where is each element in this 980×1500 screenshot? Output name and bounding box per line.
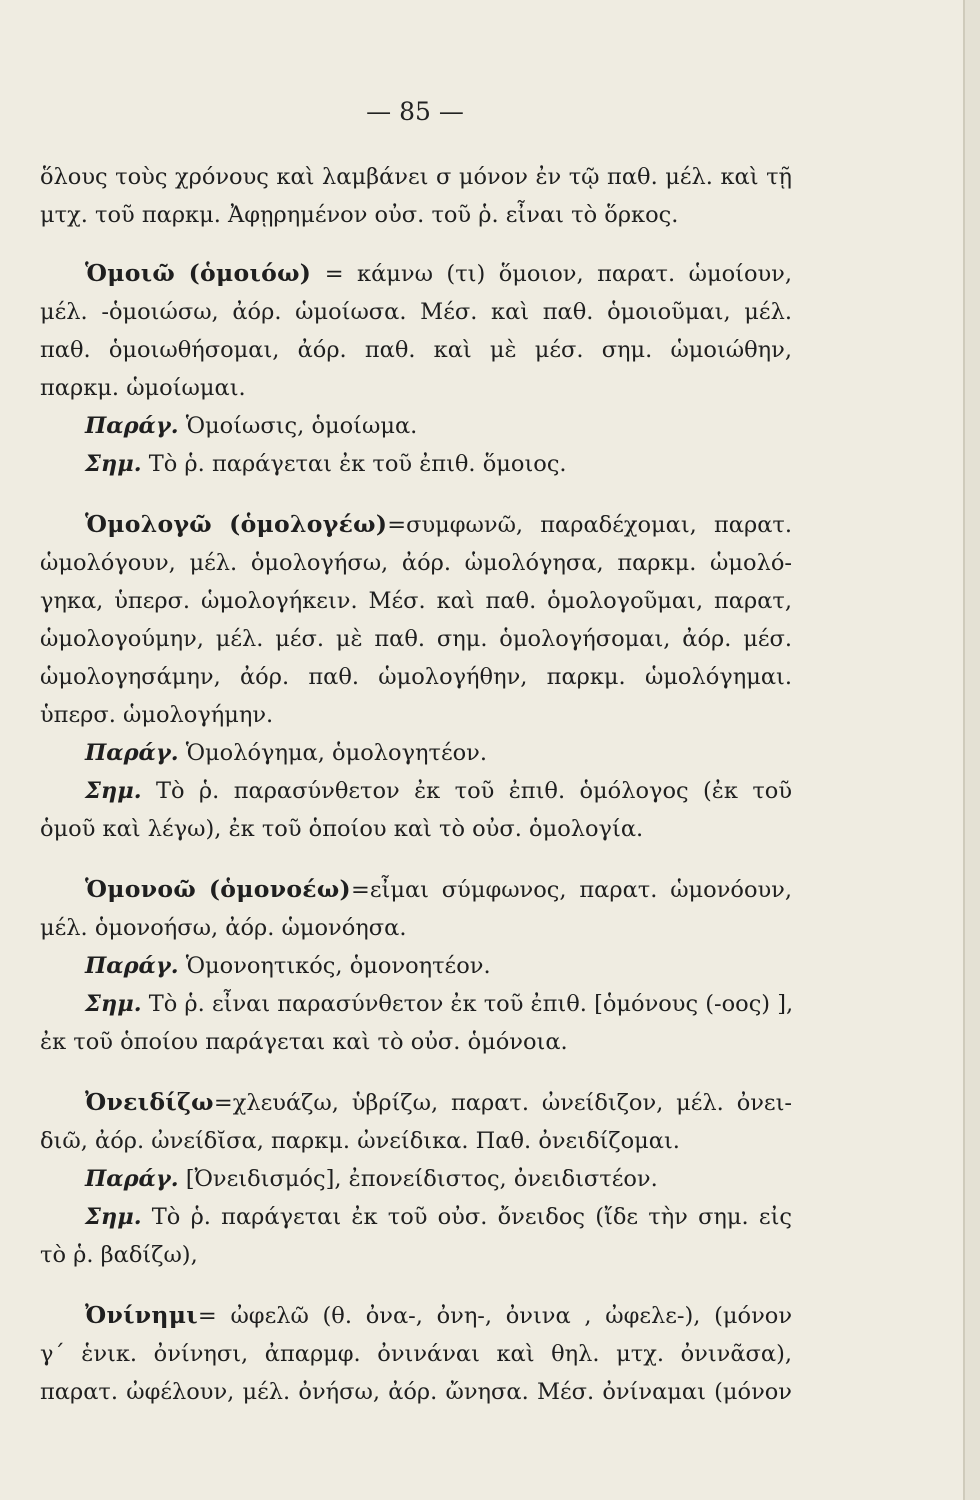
text-line: ὡμολογησάμην, ἀόρ. παθ. ὡμολογήθην, παρκμ. ὡμολόγημαι.: [40, 664, 792, 690]
dictionary-entry: [40, 1083, 792, 1274]
headword-derivation: (ὁμολογέω): [229, 510, 388, 538]
meaning-line: [40, 1198, 792, 1236]
text-line: μέλ. ὁμονοήσω, ἀόρ. ὡμονόησα.: [40, 915, 407, 941]
text-line: παρκμ. ὡμοίωμαι.: [40, 375, 246, 401]
meaning-label: Σημ.: [85, 451, 142, 477]
entry-first-line: [40, 1083, 792, 1122]
entry-first-line: [40, 254, 792, 293]
meaning-label: Σημ.: [85, 778, 142, 804]
meaning-text: Τὸ ῥ. παρασύνθετον ἐκ τοῦ ἐπιθ. ὁμόλογος (ἐκ τοῦ: [141, 778, 792, 804]
headword: Ὀνίνημι: [85, 1301, 198, 1329]
entry-definition: = κάμνω (τι) ὅμοιον, παρατ. ὡμοίουν,: [311, 261, 793, 287]
meaning-text: Τὸ ῥ. παράγεται ἐκ τοῦ ἐπιθ. ὅμοιος.: [141, 451, 567, 477]
paragogue-text: [Ὀνειδισμός], ἐπονείδιστος, ὀνειδιστέον.: [178, 1166, 658, 1192]
page-text: [40, 158, 792, 1433]
paragogue-label: Παράγ.: [85, 740, 179, 766]
text-line: τὸ ῥ. βαδίζω),: [40, 1242, 198, 1268]
headword: Ὁμολογῶ: [85, 510, 212, 538]
paragogue-label: Παράγ.: [85, 953, 179, 979]
dictionary-entry: [40, 1296, 792, 1411]
headword: Ὁμοιῶ: [85, 259, 176, 287]
headword-derivation: (ὁμονοέω): [208, 875, 351, 903]
paragogue-line: [40, 947, 792, 985]
text-line: ὁμοῦ καὶ λέγω), ἐκ τοῦ ὁποίου καὶ τὸ οὐσ. ὁμολογία.: [40, 816, 644, 842]
text-line: ὡμολόγουν, μέλ. ὁμολογήσω, ἀόρ. ὡμολόγησα, παρκμ. ὡμολό-: [40, 550, 792, 576]
meaning-label: Σημ.: [85, 1204, 142, 1230]
text-line: ὅλους τοὺς χρόνους καὶ λαμβάνει σ μόνον ἐν τῷ παθ. μέλ. καὶ τῇ: [40, 164, 792, 190]
text-line: μτχ. τοῦ παρκμ. Ἀφῃρημένον οὐσ. τοῦ ῥ. εἶναι τὸ ὅρκος.: [40, 202, 679, 228]
continuation-paragraph: [40, 158, 792, 234]
paragogue-label: Παράγ.: [85, 413, 179, 439]
paragogue-text: Ὁμολόγημα, ὁμολογητέον.: [178, 740, 487, 766]
entry-definition: =χλευάζω, ὑβρίζω, παρατ. ὠνείδιζον, μέλ. ὀνει-: [213, 1090, 792, 1116]
meaning-line: [40, 772, 792, 810]
text-line: ὑπερσ. ὡμολογήμην.: [40, 702, 274, 728]
text-line: ὡμολογούμην, μέλ. μέσ. μὲ παθ. σημ. ὁμολογήσομαι, ἀόρ. μέσ.: [40, 626, 792, 652]
paragogue-line: [40, 1160, 792, 1198]
entry-first-line: [40, 505, 792, 544]
meaning-line: [40, 445, 792, 483]
text-line: μέλ. -ὁμοιώσω, ἀόρ. ὡμοίωσα. Μέσ. καὶ παθ. ὁμοιοῦμαι, μέλ.: [40, 299, 792, 325]
meaning-label: Σημ.: [85, 991, 142, 1017]
text-line: γ΄ ἑνικ. ὀνίνησι, ἀπαρμφ. ὀνινάναι καὶ θηλ. μτχ. ὀνινᾶσα),: [40, 1341, 792, 1367]
paragogue-label: Παράγ.: [85, 1166, 179, 1192]
dictionary-entry: [40, 254, 792, 483]
text-line: παρατ. ὠφέλουν, μέλ. ὀνήσω, ἀόρ. ὤνησα. Μέσ. ὀνίναμαι (μόνον: [40, 1379, 792, 1405]
entry-first-line: [40, 1296, 792, 1335]
headword: Ὁμονοῶ: [85, 875, 196, 903]
dictionary-entry: [40, 505, 792, 848]
headword-derivation: (ὁμοιόω): [188, 259, 312, 287]
paragogue-text: Ὁμονοητικός, ὁμονοητέον.: [178, 953, 491, 979]
meaning-text: Τὸ ῥ. παράγεται ἐκ τοῦ οὐσ. ὄνειδος (ἴδε τὴν σημ. εἰς: [141, 1204, 792, 1230]
entry-first-line: [40, 870, 792, 909]
text-line: διῶ, ἀόρ. ὠνείδῐσα, παρκμ. ὠνείδικα. Παθ. ὀνειδίζομαι.: [40, 1128, 680, 1154]
entry-definition: =συμφωνῶ, παραδέχομαι, παρατ.: [387, 512, 792, 538]
paragogue-line: [40, 407, 792, 445]
headword: Ὀνειδίζω: [85, 1088, 214, 1116]
entry-definition: =εἶμαι σύμφωνος, παρατ. ὡμονόουν,: [350, 877, 792, 903]
paragogue-text: Ὁμοίωσις, ὁμοίωμα.: [178, 413, 418, 439]
meaning-text: Τὸ ῥ. εἶναι παρασύνθετον ἐκ τοῦ ἐπιθ. [ὁμόνους (-οος) ],: [141, 991, 794, 1017]
page-edge: [965, 0, 980, 1500]
paragogue-line: [40, 734, 792, 772]
entry-definition: = ὠφελῶ (θ. ὀνα-, ὀνη-, ὀνινα , ὠφελε-), (μόνον: [197, 1303, 792, 1329]
dictionary-entry: [40, 870, 792, 1061]
meaning-line: [40, 985, 792, 1023]
page-number: — 85 —: [366, 97, 464, 126]
text-line: γηκα, ὑπερσ. ὡμολογήκειν. Μέσ. καὶ παθ. ὁμολογοῦμαι, παρατ,: [40, 588, 792, 614]
text-line: παθ. ὁμοιωθήσομαι, ἀόρ. παθ. καὶ μὲ μέσ. σημ. ὡμοιώθην,: [40, 337, 792, 363]
text-line: ἐκ τοῦ ὁποίου παράγεται καὶ τὸ οὐσ. ὁμόνοια.: [40, 1029, 568, 1055]
